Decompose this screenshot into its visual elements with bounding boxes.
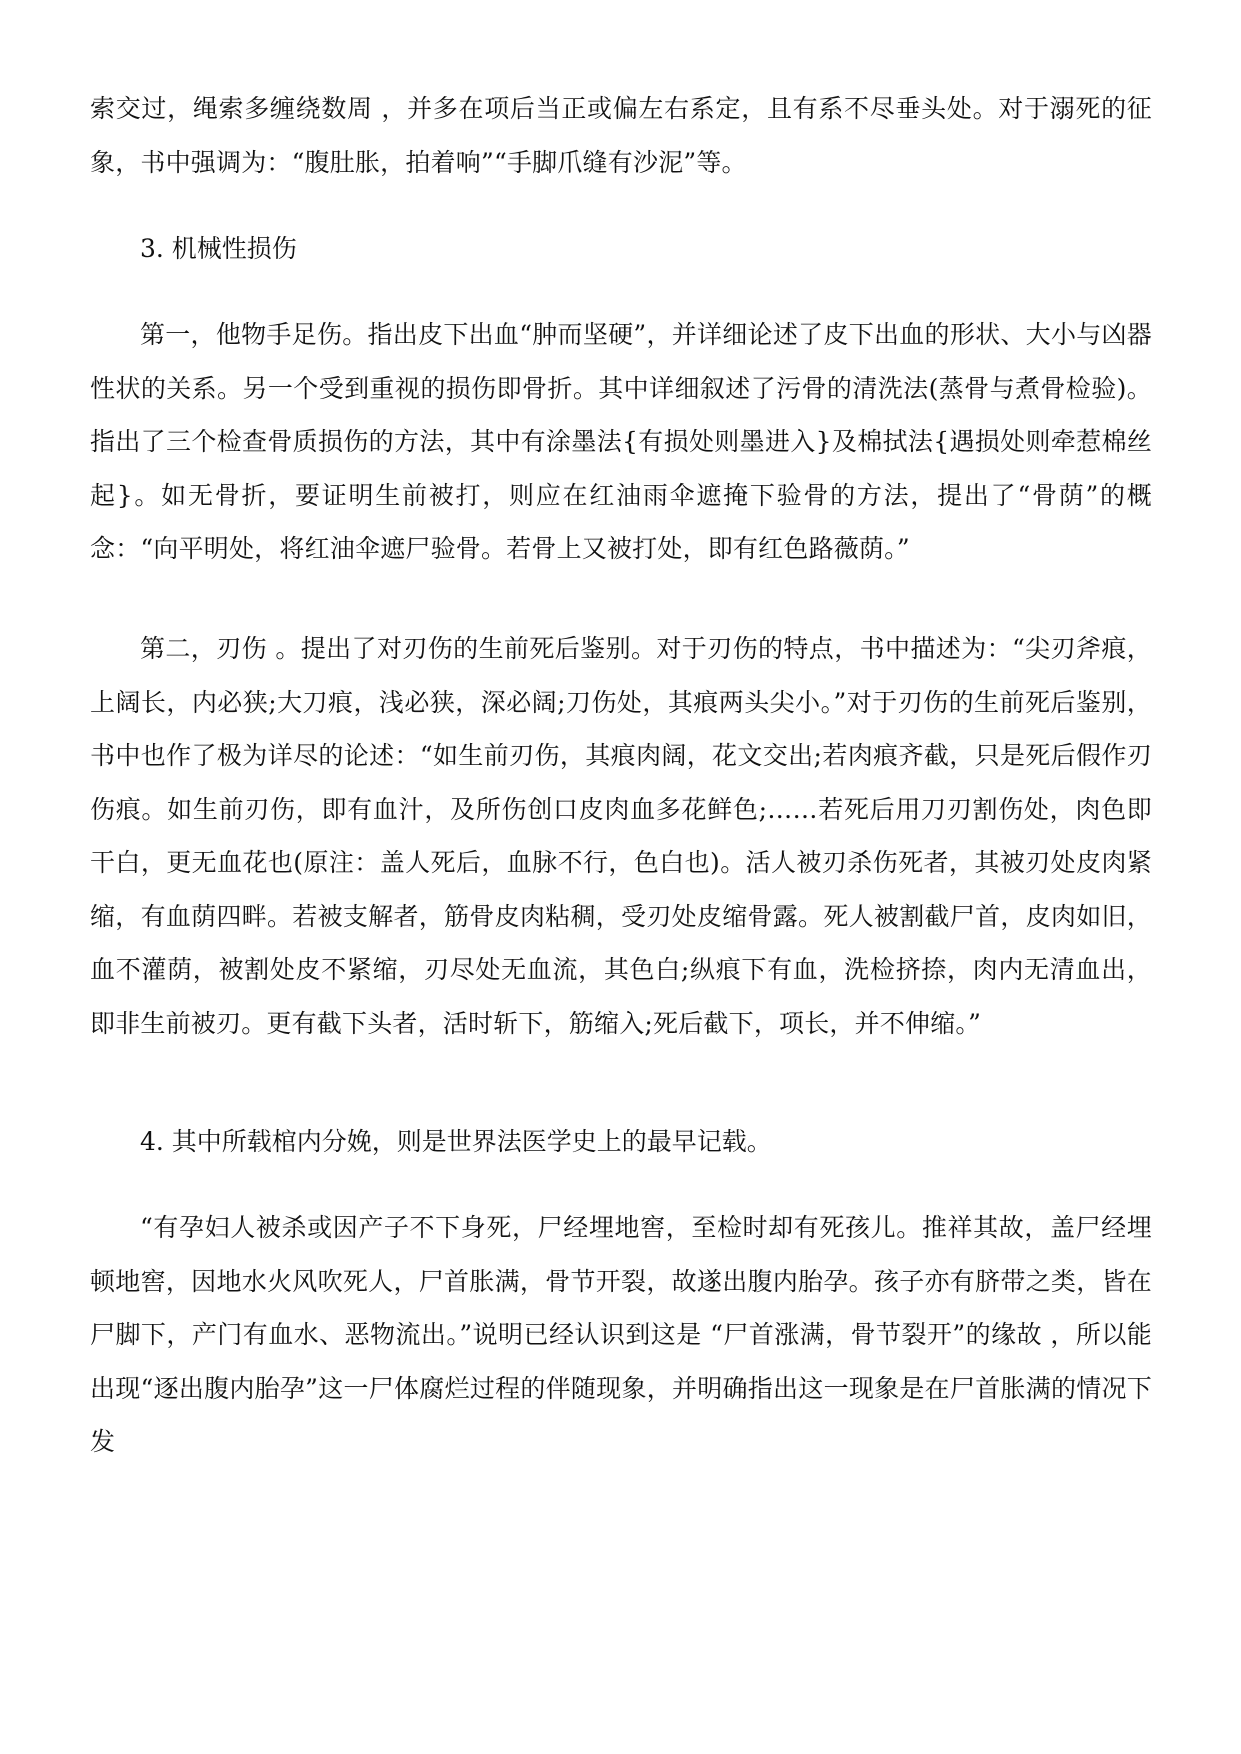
paragraph-sharp-injury: 第二，刃伤 。提出了对刃伤的生前死后鉴别。对于刃伤的特点，书中描述为：“尖刃斧痕，上阔长，内必狭;大刀痕，浅必狭，深必阔;刀伤处，其痕两头尖小。”对于刃伤的生前死后鉴别，书中也作了极为详尽的论述：“如生前刃伤，其痕肉阔，花文交出;若肉痕齐截，只是死后假作刃伤痕。如生前刃伤，即有血汁，及所伤创口皮肉血多花鲜色;……若死后用刀刃割伤处，肉色即干白，更无血花也(原注：盖人死后，血脉不行，色白也)。活人被刃杀伤死者，其被刃处皮肉紧缩，有血荫四畔。若被支解者，筋骨皮肉粘稠，受刃处皮缩骨露。死人被割截尸首，皮肉如旧，血不灌荫，被割处皮不紧缩，刃尽处无血流，其色白;纵痕下有血，洗检挤捺，肉内无清血出，即非生前被刃。更有截下头者，活时斩下，筋缩入;死后截下，项长，并不伸缩。” bbox=[90, 634, 1152, 1038]
paragraph-drowning-signs: 索交过，绳索多缠绕数周 ，并多在项后当正或偏左右系定，且有系不尽垂头处。对于溺死的征象，书中强调为：“腹肚胀，拍着响”“手脚爪缝有沙泥”等。 bbox=[90, 94, 1152, 177]
section-heading-coffin-birth: 4. 其中所载棺内分娩，则是世界法医学史上的最早记载。 bbox=[140, 1127, 772, 1156]
paragraph-coffin-birth-quote: “有孕妇人被杀或因产子不下身死，尸经埋地窖，至检时却有死孩儿。推祥其故，盖尸经埋顿地窖，因地水火风吹死人，尸首胀满，骨节开裂，故遂出腹内胎孕。孩子亦有脐带之类，皆在尸脚下，产门有血水、恶物流出。”说明已经认识到这是 “尸首涨满，骨节裂开”的缘故 ，所以能出现“逐出腹内胎孕”这一尸体腐烂过程的伴随现象，并明确指出这一现象是在尸首胀满的情况下发 bbox=[90, 1213, 1152, 1456]
paragraph-blunt-injury: 第一，他物手足伤。指出皮下出血“肿而坚硬”，并详细论述了皮下出血的形状、大小与凶器性状的关系。另一个受到重视的损伤即骨折。其中详细叙述了污骨的清洗法(蒸骨与煮骨检验)。指出了三个检查骨质损伤的方法，其中有涂墨法{有损处则墨进入}及棉拭法{遇损处则牵惹棉丝起}。如无骨折，要证明生前被打，则应在红油雨伞遮掩下验骨的方法，提出了“骨荫”的概念：“向平明处，将红油伞遮尸验骨。若骨上又被打处，即有红色路薇荫。” bbox=[90, 320, 1152, 563]
section-heading-mechanical-injury: 3. 机械性损伤 bbox=[140, 234, 297, 263]
